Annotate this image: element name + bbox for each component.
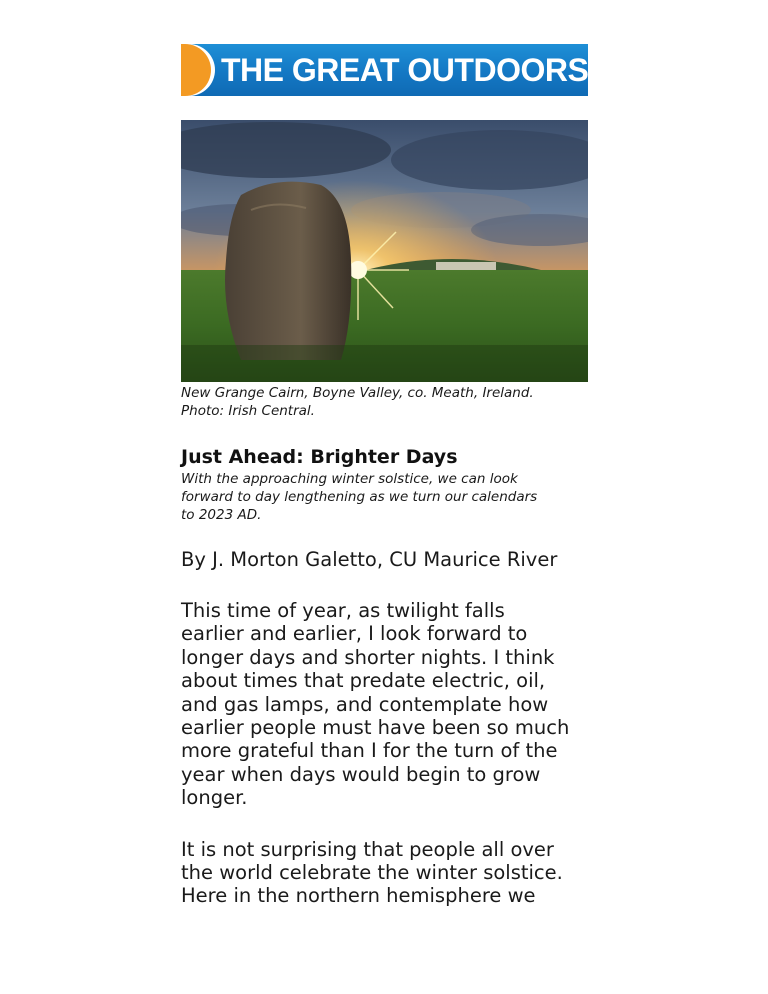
article-photo [181,120,588,382]
paragraph-line: This time of year, as twilight falls [181,599,505,622]
photo-caption [181,384,591,420]
paragraph-line: longer days and shorter nights. I think [181,645,555,669]
caption-line: New Grange Cairn, Boyne Valley, co. Meath, Ireland. [181,385,534,401]
paragraph-line: It is not surprising that people all over [181,837,554,861]
paragraph-line: year when days would begin to grow [181,762,541,786]
article-headline: Just Ahead: Brighter Days [181,446,458,468]
newsletter-page [181,44,591,908]
standing-stone-sunset-image [181,120,588,382]
article-paragraph-1 [181,599,591,810]
banner-orange-tab [181,44,211,96]
banner-title: THE GREAT OUTDOORS [221,52,588,88]
article-subhead [181,470,591,524]
caption-credit-line: Photo: Irish Central. [181,403,315,419]
section-banner [181,44,588,96]
paragraph-line: Here in the northern hemisphere we [181,884,536,908]
paragraph-line: and gas lamps, and contemplate how [181,692,549,716]
subhead-line: forward to day lengthening as we turn our calendars [181,489,538,505]
paragraph-line: longer. [181,786,248,810]
article-paragraph-2 [181,838,591,908]
paragraph-line: earlier and earlier, I look forward to [181,622,528,646]
article-byline: By J. Morton Galetto, CU Maurice River [181,548,558,571]
subhead-line: With the approaching winter solstice, we can look [181,471,518,487]
paragraph-line: more grateful than I for the turn of the [181,739,558,763]
paragraph-line: about times that predate electric, oil, [181,669,546,693]
paragraph-line: earlier people must have been so much [181,716,570,740]
subhead-line: to 2023 AD. [181,507,262,523]
paragraph-line: the world celebrate the winter solstice. [181,861,563,885]
